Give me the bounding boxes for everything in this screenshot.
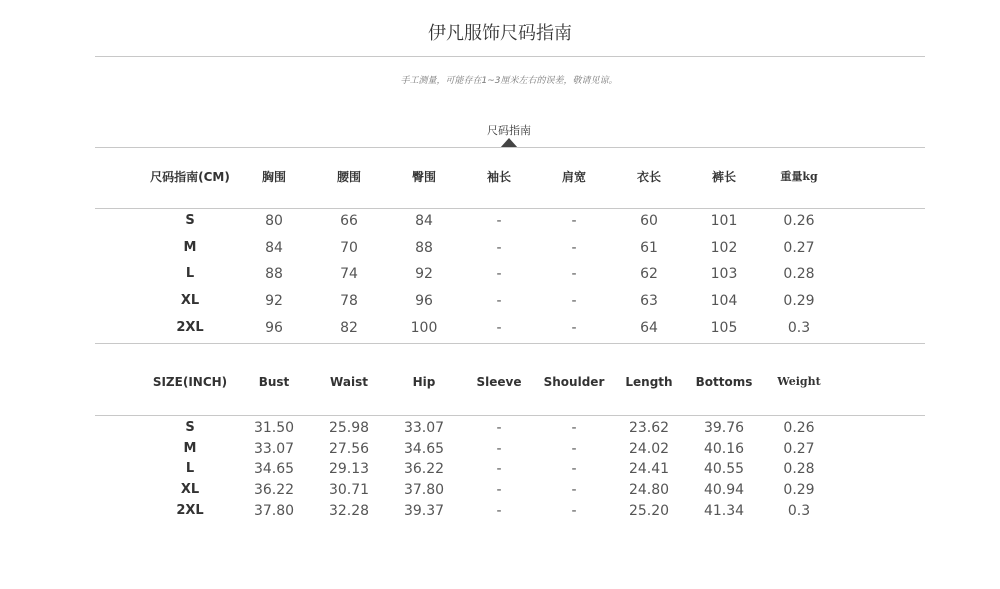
table-cell: - <box>571 441 577 457</box>
column-header: 腰围 <box>336 170 361 184</box>
table-cell: 33.07 <box>253 441 295 457</box>
table-cell: - <box>571 320 577 336</box>
table-cell: 36.22 <box>253 482 295 498</box>
table-cell: 31.50 <box>253 420 295 436</box>
table-cell: 78 <box>340 293 358 309</box>
tab-size-guide[interactable]: 尺码指南 <box>487 124 531 137</box>
table-cell: 84 <box>415 213 433 229</box>
table-cell: 103 <box>710 266 738 282</box>
column-header: 肩宽 <box>561 170 586 184</box>
column-header: 袖长 <box>486 170 511 184</box>
table-cell: 100 <box>410 320 438 336</box>
table-cell: - <box>496 240 502 256</box>
column-header: 胸围 <box>261 170 286 184</box>
table-cell: 0.28 <box>783 461 815 477</box>
table-header-row <box>0 167 1000 187</box>
table-cell: 0.27 <box>783 441 815 457</box>
table-cell: 61 <box>640 240 658 256</box>
table-cell: - <box>496 441 502 457</box>
table-cell: 37.80 <box>253 503 295 519</box>
column-header: 衣长 <box>636 170 661 184</box>
table-cell: 70 <box>340 240 358 256</box>
page-title: 伊凡服饰尺码指南 <box>428 23 572 44</box>
table-cell: - <box>571 420 577 436</box>
table-cell: 24.02 <box>628 441 670 457</box>
size-label: L <box>185 266 195 281</box>
table-cell: 40.94 <box>703 482 745 498</box>
size-label: S <box>185 420 195 435</box>
column-header: 重量kg <box>780 170 818 183</box>
table-cell: 33.07 <box>403 420 445 436</box>
table-cell: 27.56 <box>328 441 370 457</box>
table-cell: 96 <box>265 320 283 336</box>
table-cell: - <box>496 293 502 309</box>
table-cell: 36.22 <box>403 461 445 477</box>
inch-header-divider <box>95 415 925 416</box>
column-header: Bottoms <box>695 375 753 389</box>
table-divider <box>95 343 925 344</box>
table-cell: 96 <box>415 293 433 309</box>
table-cell: 104 <box>710 293 738 309</box>
table-cell: 82 <box>340 320 358 336</box>
measurement-note: 手工测量，可能存在1~3厘米左右的误差，敬请见谅。 <box>400 76 618 86</box>
table-cell: - <box>496 420 502 436</box>
column-header: 尺码指南(CM) <box>150 170 230 184</box>
table-cell: 40.16 <box>703 441 745 457</box>
size-label: M <box>183 441 197 456</box>
title-divider <box>95 56 925 57</box>
table-cell: - <box>571 293 577 309</box>
table-cell: 30.71 <box>328 482 370 498</box>
table-cell: 39.76 <box>703 420 745 436</box>
table-cell: - <box>571 266 577 282</box>
table-cell: 24.41 <box>628 461 670 477</box>
table-cell: 101 <box>710 213 738 229</box>
table-row <box>0 459 1000 479</box>
table-cell: 34.65 <box>253 461 295 477</box>
table-cell: 0.29 <box>783 293 815 309</box>
table-row <box>0 418 1000 438</box>
table-cell: - <box>571 213 577 229</box>
size-label: 2XL <box>176 320 204 335</box>
table-cell: 0.29 <box>783 482 815 498</box>
size-label: XL <box>180 482 200 497</box>
table-cell: 62 <box>640 266 658 282</box>
table-cell: 0.26 <box>783 420 815 436</box>
table-cell: 88 <box>415 240 433 256</box>
table-cell: 34.65 <box>403 441 445 457</box>
table-cell: 60 <box>640 213 658 229</box>
table-cell: 29.13 <box>328 461 370 477</box>
size-label: XL <box>180 293 200 308</box>
table-cell: - <box>571 240 577 256</box>
table-cell: 92 <box>265 293 283 309</box>
table-row <box>0 480 1000 500</box>
table-cell: 92 <box>415 266 433 282</box>
table-cell: 24.80 <box>628 482 670 498</box>
table-cell: 74 <box>340 266 358 282</box>
table-row <box>0 439 1000 459</box>
size-label: M <box>183 240 197 255</box>
table-cell: - <box>496 213 502 229</box>
column-header: Hip <box>412 375 436 389</box>
table-cell: 23.62 <box>628 420 670 436</box>
table-cell: 66 <box>340 213 358 229</box>
table-cell: 0.26 <box>783 213 815 229</box>
size-label: 2XL <box>176 503 204 518</box>
table-row <box>0 318 1000 338</box>
table-cell: 0.28 <box>783 266 815 282</box>
table-row <box>0 238 1000 258</box>
table-cell: 41.34 <box>703 503 745 519</box>
table-cell: 84 <box>265 240 283 256</box>
table-cell: 0.3 <box>787 503 811 519</box>
column-header: SIZE(INCH) <box>152 375 228 389</box>
size-label: S <box>185 213 195 228</box>
column-header: Length <box>625 375 673 389</box>
table-cell: 64 <box>640 320 658 336</box>
column-header: Weight <box>777 375 821 388</box>
table-header-row <box>0 372 1000 392</box>
table-cell: - <box>571 482 577 498</box>
column-header: Waist <box>330 375 368 389</box>
table-cell: 40.55 <box>703 461 745 477</box>
tab-divider <box>95 147 925 148</box>
table-cell: - <box>496 461 502 477</box>
table-cell: 32.28 <box>328 503 370 519</box>
table-cell: 63 <box>640 293 658 309</box>
table-cell: 88 <box>265 266 283 282</box>
column-header: Bust <box>258 375 290 389</box>
column-header: Sleeve <box>476 375 522 389</box>
table-cell: 25.20 <box>628 503 670 519</box>
table-cell: - <box>496 503 502 519</box>
table-cell: 0.27 <box>783 240 815 256</box>
table-cell: - <box>496 320 502 336</box>
table-cell: 105 <box>710 320 738 336</box>
table-cell: 80 <box>265 213 283 229</box>
table-row <box>0 264 1000 284</box>
table-cell: 0.3 <box>787 320 811 336</box>
table-row <box>0 291 1000 311</box>
table-cell: 102 <box>710 240 738 256</box>
table-row <box>0 211 1000 231</box>
table-cell: - <box>571 461 577 477</box>
table-cell: 39.37 <box>403 503 445 519</box>
table-cell: - <box>571 503 577 519</box>
size-label: L <box>185 461 195 476</box>
table-row <box>0 501 1000 521</box>
column-header: 臀围 <box>411 170 436 184</box>
table-cell: - <box>496 482 502 498</box>
column-header: Shoulder <box>543 375 605 389</box>
table-cell: 37.80 <box>403 482 445 498</box>
table-cell: 25.98 <box>328 420 370 436</box>
table-cell: - <box>496 266 502 282</box>
cm-header-divider <box>95 208 925 209</box>
column-header: 裤长 <box>711 170 736 184</box>
